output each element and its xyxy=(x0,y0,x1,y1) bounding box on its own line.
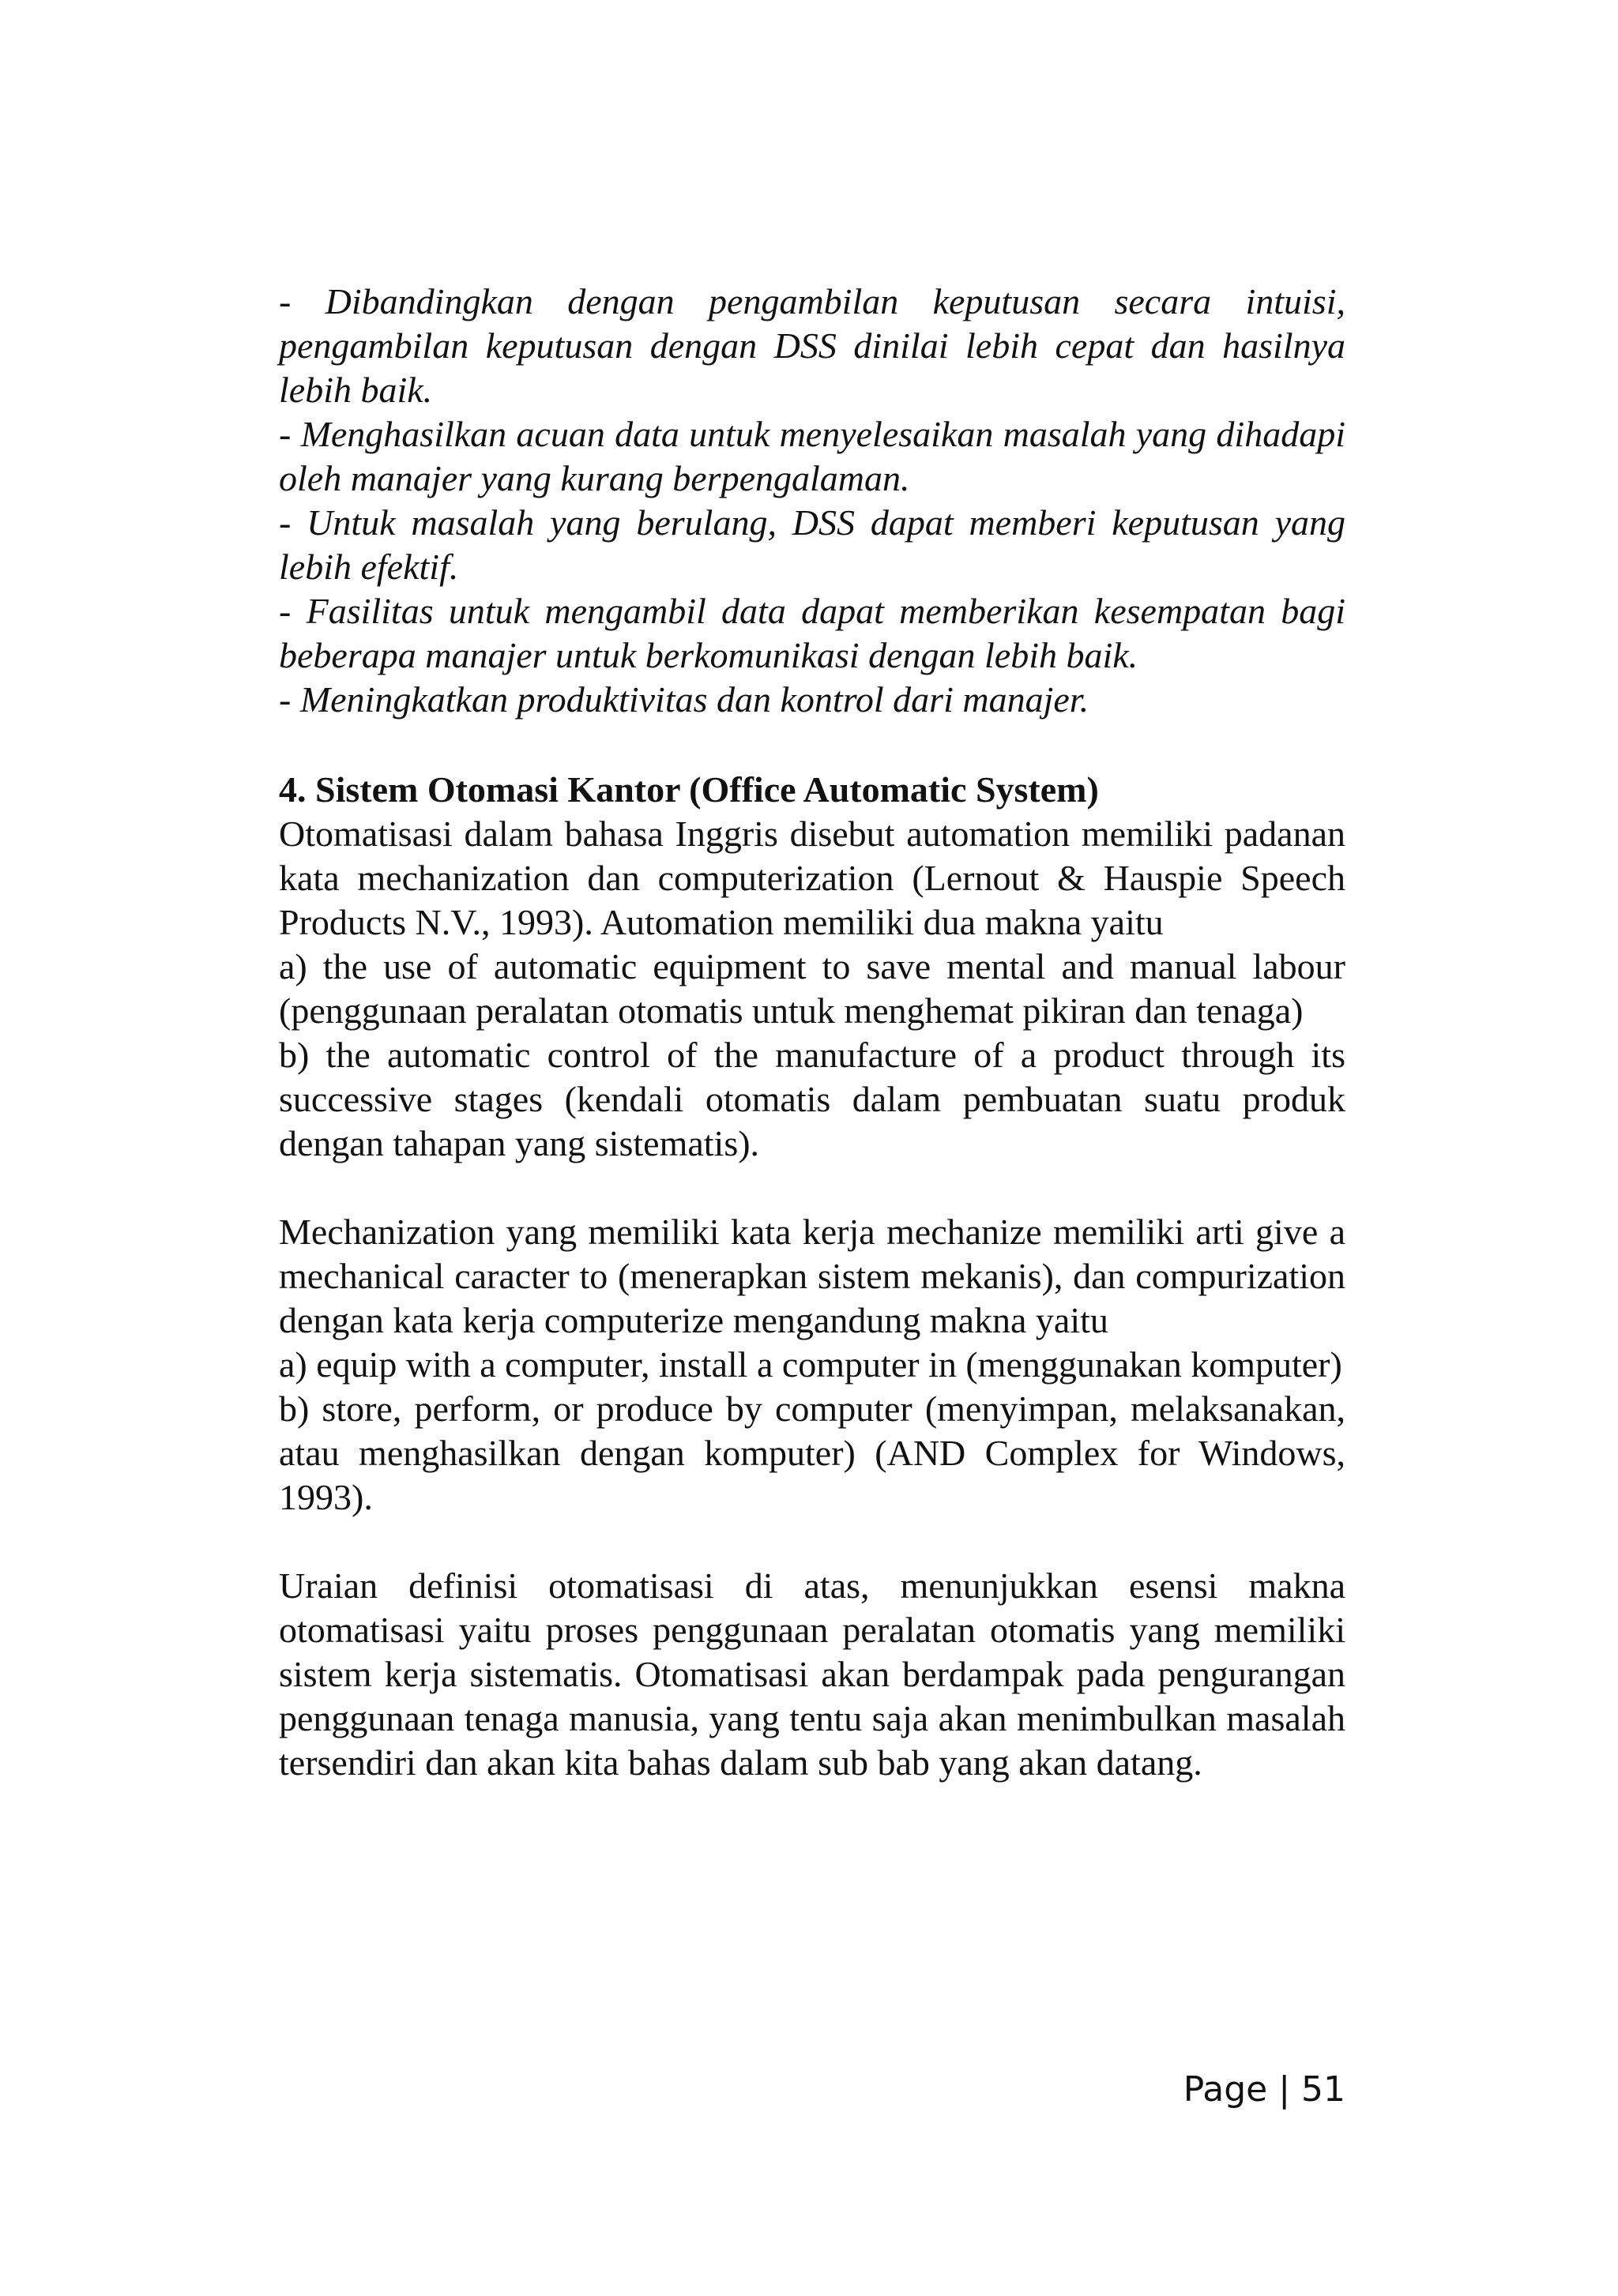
list-item: - Meningkatkan produktivitas dan kontrol dari manajer. xyxy=(279,679,1089,720)
section-office-automation xyxy=(279,768,1345,1785)
automation-meaning-a: a) the use of automatic equipment to save mental and manual labour (penggunaan peralatan otomatis untuk menghemat pikiran dan tenaga) xyxy=(279,946,1345,1031)
list-item: - Fasilitas untuk mengambil data dapat memberikan kesempatan bagi beberapa manajer untuk berkomunikasi dengan lebih baik. xyxy=(279,591,1345,675)
section-heading: 4. Sistem Otomasi Kantor (Office Automatic System) xyxy=(279,769,1099,810)
paragraph-spacer xyxy=(279,1166,1345,1210)
list-item: - Dibandingkan dengan pengambilan keputusan secara intuisi, pengambilan keputusan dengan DSS dinilai lebih cepat dan hasilnya lebih baik. xyxy=(279,281,1345,410)
paragraph-spacer xyxy=(279,1520,1345,1564)
list-item: - Untuk masalah yang berulang, DSS dapat memberi keputusan yang lebih efektif. xyxy=(279,502,1345,587)
mechanization-paragraph: Mechanization yang memiliki kata kerja mechanize memiliki arti give a mechanical caracter to (menerapkan sistem mekanis), dan compurization dengan kata kerja computerize mengandung makna yaitu xyxy=(279,1212,1345,1340)
list-item: - Menghasilkan acuan data untuk menyelesaikan masalah yang dihadapi oleh manajer yang kurang berpengalaman. xyxy=(279,414,1345,498)
computerize-meaning-b: b) store, perform, or produce by computer (menyimpan, melaksanakan, atau menghasilkan dengan komputer) (AND Complex for Windows, 1993). xyxy=(279,1388,1345,1517)
dss-benefits-list xyxy=(279,280,1345,722)
conclusion-paragraph: Uraian definisi otomatisasi di atas, menunjukkan esensi makna otomatisasi yaitu proses penggunaan peralatan otomatis yang memiliki sistem kerja sistematis. Otomatisasi akan berdampak pada pengurangan penggunaan tenaga manusia, yang tentu saja akan menimbulkan masalah tersendiri dan akan kita bahas dalam sub bab yang akan datang. xyxy=(279,1565,1345,1783)
automation-meaning-b: b) the automatic control of the manufacture of a product through its successive stages (kendali otomatis dalam pembuatan suatu produk dengan tahapan yang sistematis). xyxy=(279,1035,1345,1163)
computerize-meaning-a: a) equip with a computer, install a computer in (menggunakan komputer) xyxy=(279,1344,1342,1385)
page-number: Page | 51 xyxy=(1183,2069,1345,2110)
automation-intro-paragraph: Otomatisasi dalam bahasa Inggris disebut automation memiliki padanan kata mechanization dan computerization (Lernout & Hauspie Speech Products N.V., 1993). Automation memiliki dua makna yaitu xyxy=(279,814,1345,942)
